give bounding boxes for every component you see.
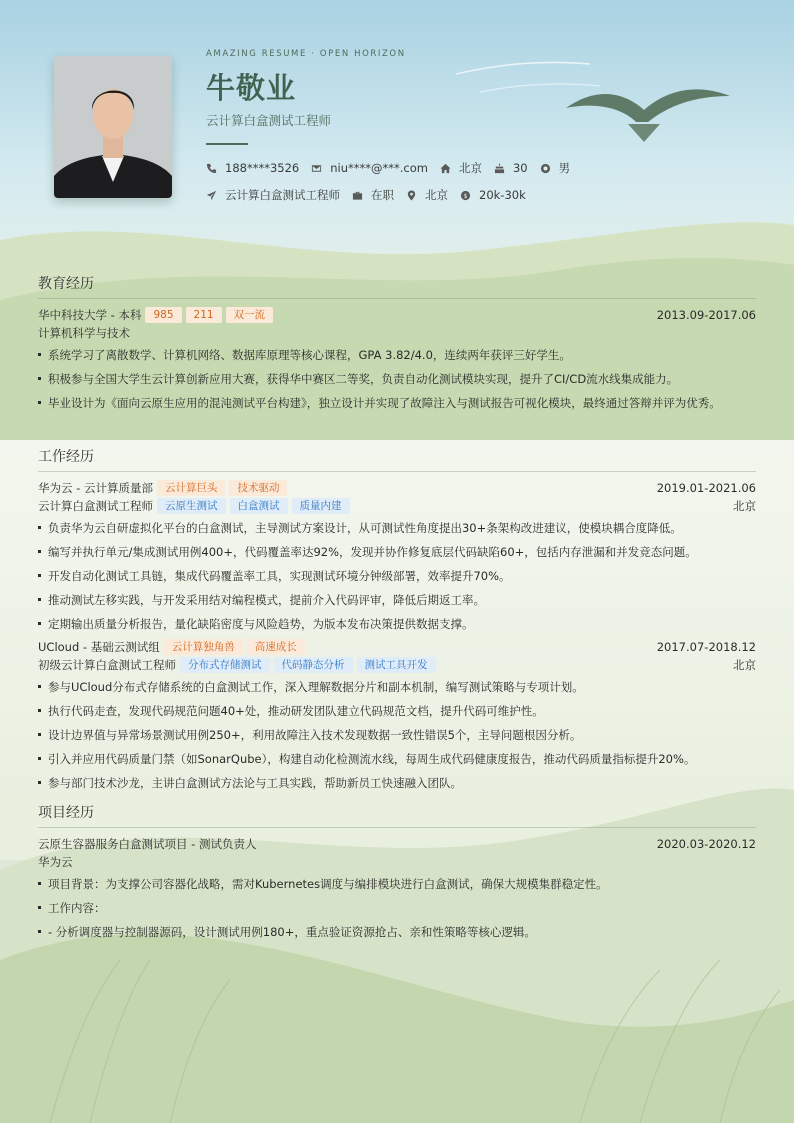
role-tag: 云原生测试 [157,498,226,514]
salary-expectation: 20k-30k [479,188,526,202]
home-icon [440,163,451,174]
job-header [38,638,756,656]
age-item [494,161,528,175]
company-name: UCloud - 基础云测试组 [38,640,160,654]
role-tag: 代码静态分析 [274,657,353,673]
salary-item [460,188,526,202]
company-tag: 云计算独角兽 [164,639,243,655]
tagline: AMAZING RESUME · OPEN HORIZON [206,49,406,59]
list-item: 设计边界值与异常场景测试用例250+，利用故障注入技术发现数据一致性错误5个，主导问题根因分析。 [38,725,756,745]
gender-icon [540,163,551,174]
phone-icon [206,163,217,174]
job-city: 北京 [733,499,756,513]
list-item: 引入并应用代码质量门禁（如SonarQube），构建自动化检测流水线，每周生成代码健康度报告，推动代码质量指标提升20%。 [38,749,756,769]
job-intent-row [206,187,538,203]
project-section [38,802,756,946]
avatar [54,56,172,198]
job-period: 2019.01-2021.06 [656,481,756,495]
job-header [38,479,756,497]
job-bullets [38,518,756,634]
job-city: 北京 [733,658,756,672]
hometown: 北京 [458,161,482,175]
send-icon [206,190,217,201]
company-name: 华为云 - 云计算质量部 [38,481,153,495]
role-line [38,656,756,674]
project-period: 2020.03-2020.12 [656,837,756,851]
employment-status: 在职 [371,188,394,202]
bird-icon [564,84,732,146]
company-tag: 云计算巨头 [157,480,226,496]
list-item: 推动测试左移实践，与开发采用结对编程模式，提前介入代码评审，降低后期返工率。 [38,590,756,610]
hometown-item [440,160,482,176]
list-item: 项目背景：为支撑公司容器化战略，需对Kubernetes调度与编排模块进行白盒测试，确保大规模集群稳定性。 [38,874,756,894]
list-item: 毕业设计为《面向云原生应用的混沌测试平台构建》，独立设计并实现了故障注入与测试报告可视化模块，最终通过答辩并评为优秀。 [38,393,756,413]
role-tag: 测试工具开发 [357,657,436,673]
contact-info-row [206,160,582,176]
school-tag: 211 [186,307,222,323]
phone-item [206,161,299,175]
company-tag: 高速成长 [247,639,305,655]
list-item: - 分析调度器与控制器源码，设计测试用例180+，重点验证资源抢占、亲和性策略等核心逻辑。 [38,922,756,942]
job-period: 2017.07-2018.12 [656,640,756,654]
education-section [38,273,756,417]
school-tag: 985 [145,307,181,323]
list-item: 执行代码走查，发现代码规范问题40+处，推动研发团队建立代码规范文档，提升代码可维护性。 [38,701,756,721]
school-name: 华中科技大学 - 本科 [38,308,142,322]
role-tag: 白盒测试 [230,498,288,514]
briefcase-icon [352,190,363,201]
list-item: 系统学习了离散数学、计算机网络、数据库原理等核心课程，GPA 3.82/4.0，连续两年获评三好学生。 [38,345,756,365]
intent-city-item [406,187,448,203]
money-icon [460,190,471,201]
major-line [38,324,756,342]
project-org-line [38,853,756,871]
list-item: 参与部门技术沙龙，主讲白盒测试方法论与工具实践，帮助新员工快速融入团队。 [38,773,756,793]
education-header [38,306,756,324]
location-icon [406,190,417,201]
list-item: 开发自动化测试工具链，集成代码覆盖率工具，实现测试环境分钟级部署，效率提升70%。 [38,566,756,586]
list-item: 参与UCloud分布式存储系统的白盒测试工作，深入理解数据分片和副本机制，编写测试策略与专项计划。 [38,677,756,697]
list-item: 工作内容： [38,898,756,918]
list-item: 定期输出质量分析报告，量化缺陷密度与风险趋势，为版本发布决策提供数据支撑。 [38,614,756,634]
email-address: niu****@***.com [330,161,428,175]
list-item: 积极参与全国大学生云计算创新应用大赛，获得华中赛区二等奖，负责自动化测试模块实现，提升了CI/CD流水线集成能力。 [38,369,756,389]
phone-number: 188****3526 [225,161,300,175]
job-bullets [38,677,756,793]
job-title: 云计算白盒测试工程师 [206,113,332,128]
role-name: 云计算白盒测试工程师 [38,499,153,513]
candidate-name: 牛敬业 [206,71,297,105]
company-tag: 技术驱动 [229,480,287,496]
status-item [352,187,394,203]
role-line [38,497,756,515]
section-title: 教育经历 [38,273,756,299]
intent-position-item [206,187,340,203]
email-item [311,161,428,175]
list-item: 编写并执行单元/集成测试用例400+，代码覆盖率达92%，发现并协作修复底层代码缺陷60+，包括内存泄漏和并发竞态问题。 [38,542,756,562]
education-bullets [38,345,756,413]
project-bullets [38,874,756,942]
cake-icon [494,163,505,174]
gender: 男 [558,161,571,175]
project-header [38,835,756,853]
project-org: 华为云 [38,855,73,869]
title-divider [206,143,248,145]
role-name: 初级云计算白盒测试工程师 [38,658,176,672]
education-period: 2013.09-2017.06 [656,308,756,322]
role-tag: 分布式存储测试 [180,657,270,673]
mail-icon [311,163,322,174]
age: 30 [512,161,528,175]
gender-item [540,160,571,176]
major: 计算机科学与技术 [38,326,130,340]
role-tag: 质量内建 [292,498,350,514]
section-title: 项目经历 [38,802,756,828]
intent-position: 云计算白盒测试工程师 [225,188,340,202]
project-name: 云原生容器服务白盒测试项目 - 测试负责人 [38,837,257,851]
list-item: 负责华为云自研虚拟化平台的白盒测试，主导测试方案设计，从可测试性角度提出30+条架构改进建议，使模块耦合度降低。 [38,518,756,538]
intent-city: 北京 [425,188,448,202]
work-section [38,446,756,797]
school-tag: 双一流 [226,307,274,323]
svg-text:$: $ [463,191,468,200]
section-title: 工作经历 [38,446,756,472]
